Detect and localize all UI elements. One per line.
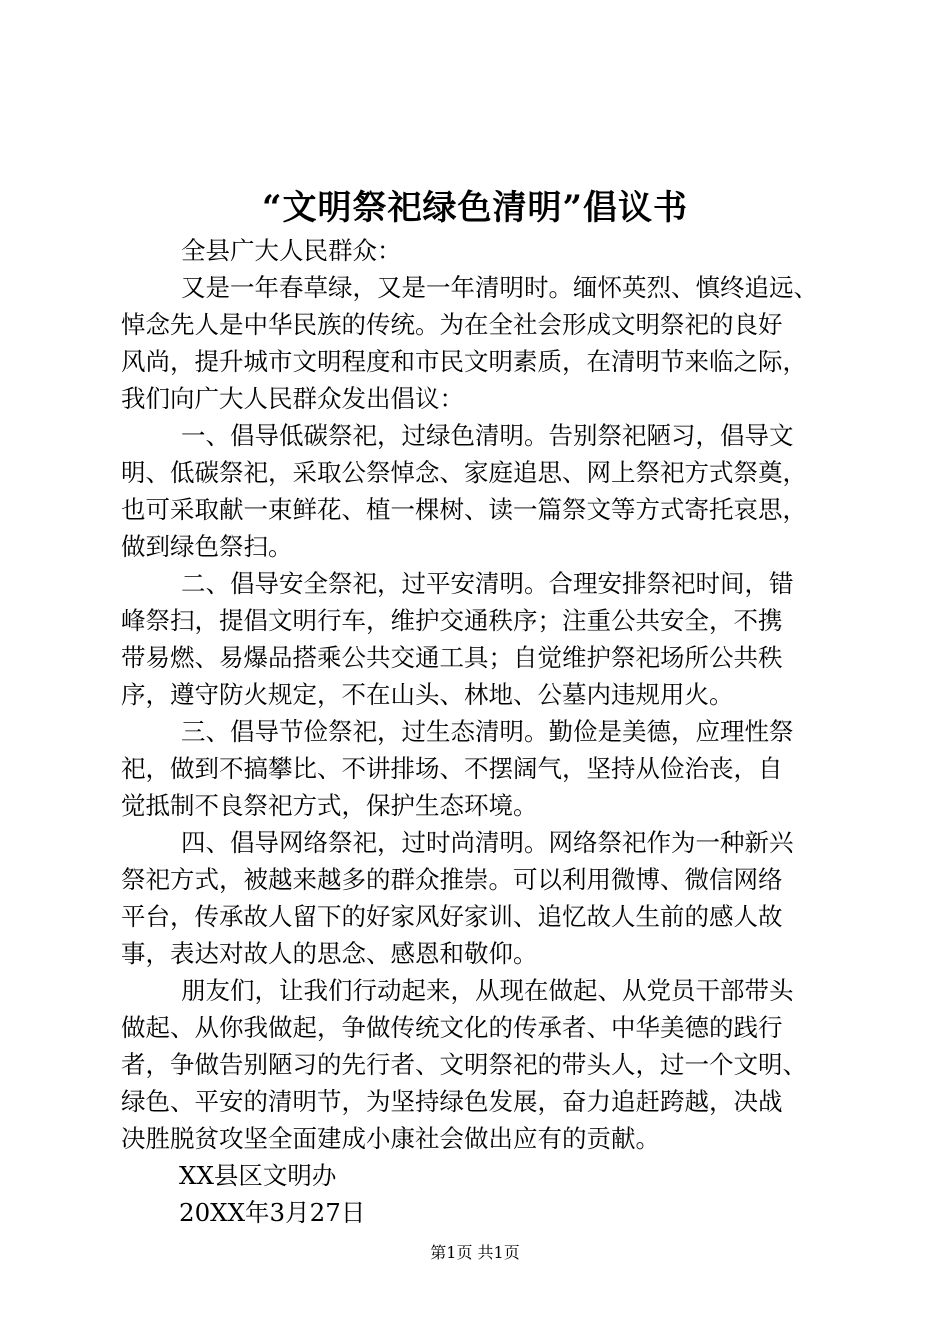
paragraph-one-line: 一、倡导低碳祭祀，过绿色清明。告别祭祀陋习，倡导文 <box>181 421 794 450</box>
salutation: 全县广大人民群众： <box>181 236 402 265</box>
paragraph-closing-line: 做起、从你我做起，争做传统文化的传承者、中华美德的践行 <box>121 1013 783 1042</box>
paragraph-closing-line: 决胜脱贫攻坚全面建成小康社会做出应有的贡献。 <box>121 1124 660 1153</box>
paragraph-closing-line: 朋友们，让我们行动起来，从现在做起、从党员干部带头 <box>181 976 794 1005</box>
paragraph-intro-line: 我们向广大人民群众发出倡议： <box>121 384 464 413</box>
paragraph-two-line: 峰祭扫，提倡文明行车，维护交通秩序；注重公共安全，不携 <box>121 606 783 635</box>
document-body <box>121 232 833 1231</box>
paragraph-three-line: 祀，做到不搞攀比、不讲排场、不摆阔气，坚持从俭治丧，自 <box>121 754 783 783</box>
paragraph-one-line: 也可采取献一束鲜花、植一棵树、读一篇祭文等方式寄托哀思， <box>121 495 807 524</box>
signature-date: 20XX年3月27日 <box>179 1198 366 1227</box>
paragraph-two-line: 序，遵守防火规定，不在山头、林地、公墓内违规用火。 <box>121 680 734 709</box>
paragraph-intro-line: 又是一年春草绿，又是一年清明时。缅怀英烈、慎终追远、 <box>181 273 818 302</box>
document-title: “文明祭祀绿色清明”倡议书 <box>261 188 689 228</box>
paragraph-one-line: 做到绿色祭扫。 <box>121 532 293 561</box>
paragraph-three-line: 三、倡导节俭祭祀，过生态清明。勤俭是美德，应理性祭 <box>181 717 794 746</box>
paragraph-intro-line: 悼念先人是中华民族的传统。为在全社会形成文明祭祀的良好 <box>121 310 783 339</box>
paragraph-closing-line: 者，争做告别陋习的先行者、文明祭祀的带头人，过一个文明、 <box>121 1050 807 1079</box>
paragraph-four-line: 事，表达对故人的思念、感恩和敬仰。 <box>121 939 538 968</box>
page-footer: 第1页 共1页 <box>430 1243 520 1262</box>
paragraph-three-line: 觉抵制不良祭祀方式，保护生态环境。 <box>121 791 538 820</box>
paragraph-four-line: 四、倡导网络祭祀，过时尚清明。网络祭祀作为一种新兴 <box>181 828 794 857</box>
paragraph-four-line: 祭祀方式，被越来越多的群众推崇。可以利用微博、微信网络 <box>121 865 783 894</box>
paragraph-intro-line: 风尚，提升城市文明程度和市民文明素质，在清明节来临之际， <box>121 347 807 376</box>
paragraph-two-line: 带易燃、易爆品搭乘公共交通工具；自觉维护祭祀场所公共秩 <box>121 643 783 672</box>
paragraph-four-line: 平台，传承故人留下的好家风好家训、追忆故人生前的感人故 <box>121 902 783 931</box>
paragraph-two-line: 二、倡导安全祭祀，过平安清明。合理安排祭祀时间，错 <box>181 569 794 598</box>
paragraph-closing-line: 绿色、平安的清明节，为坚持绿色发展，奋力追赶跨越，决战 <box>121 1087 783 1116</box>
signature-org: XX县区文明办 <box>179 1161 337 1190</box>
paragraph-one-line: 明、低碳祭祀，采取公祭悼念、家庭追思、网上祭祀方式祭奠， <box>121 458 807 487</box>
